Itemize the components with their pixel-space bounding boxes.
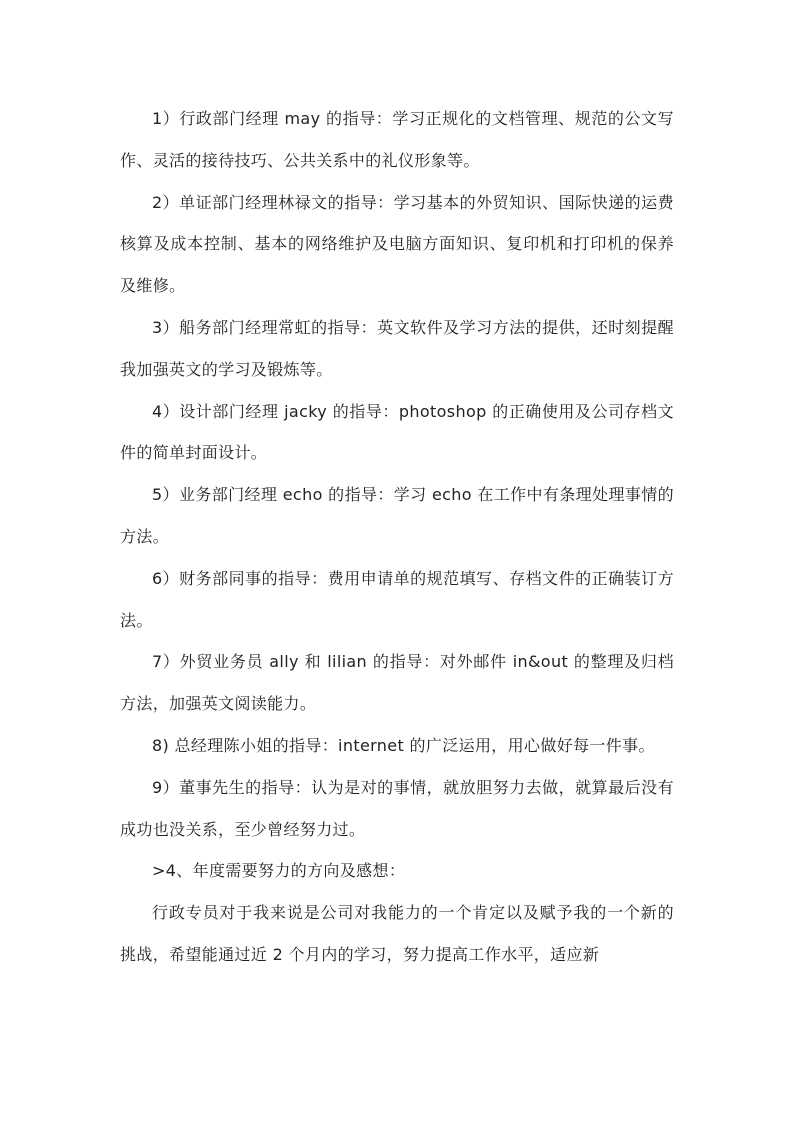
- paragraph-guidance-shipping: 3）船务部门经理常虹的指导：英文软件及学习方法的提供，还时刻提醒我加强英文的学习及锻炼等。: [120, 317, 674, 379]
- document-body: [120, 98, 674, 976]
- paragraph-reflection: 行政专员对于我来说是公司对我能力的一个肯定以及赋予我的一个新的挑战，希望能通过近 2 个月内的学习，努力提高工作水平，适应新: [120, 903, 674, 964]
- paragraph-guidance-business: 5）业务部门经理 echo 的指导：学习 echo 在工作中有条理处理事情的方法。: [120, 485, 674, 546]
- paragraph-guidance-general-manager: 8) 总经理陈小姐的指导：internet 的广泛运用，用心做好每一件事。: [152, 735, 655, 755]
- paragraph-guidance-finance: 6）财务部同事的指导：费用申请单的规范填写、存档文件的正确装订方法。: [120, 568, 674, 630]
- paragraph-guidance-trade: 7）外贸业务员 ally 和 lilian 的指导：对外邮件 in&out 的整理及归档方法，加强英文阅读能力。: [120, 652, 674, 714]
- paragraph-guidance-admin: 1）行政部门经理 may 的指导：学习正规化的文档管理、规范的公文写作、灵活的接待技巧、公共关系中的礼仪形象等。: [120, 109, 674, 170]
- paragraph-guidance-design: 4）设计部门经理 jacky 的指导：photoshop 的正确使用及公司存档文件的简单封面设计。: [120, 401, 674, 463]
- paragraph-guidance-director: 9）董事先生的指导：认为是对的事情，就放胆努力去做，就算最后没有成功也没关系，至少曾经努力过。: [120, 777, 674, 839]
- paragraph-guidance-documents: 2）单证部门经理林禄文的指导：学习基本的外贸知识、国际快递的运费核算及成本控制、基本的网络维护及电脑方面知识、复印机和打印机的保养及维修。: [120, 192, 674, 296]
- section-heading-annual-goals: >4、年度需要努力的方向及感想：: [152, 861, 406, 881]
